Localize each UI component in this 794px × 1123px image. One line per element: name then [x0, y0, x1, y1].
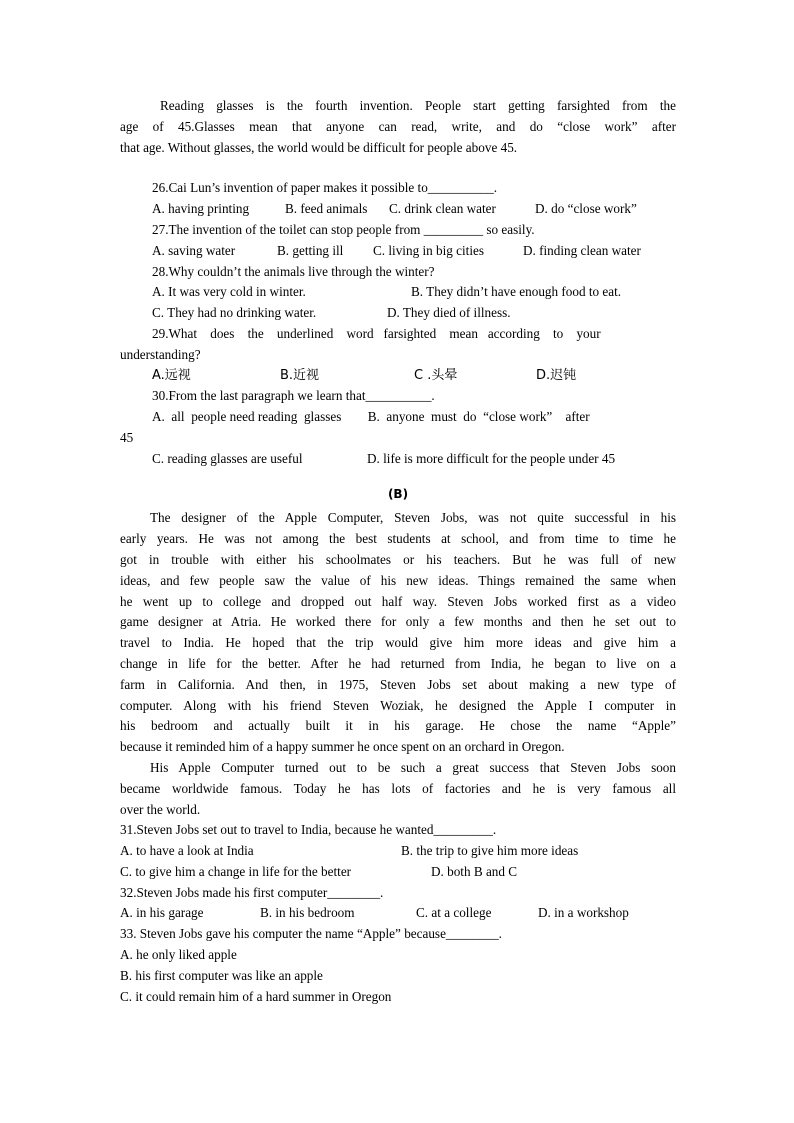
question-26-stem: 26.Cai Lun’s invention of paper makes it possible to__________.: [152, 180, 498, 196]
question-33-stem: 33. Steven Jobs gave his computer the name “Apple” because________.: [120, 926, 502, 942]
question-29-stem-wrap: understanding?: [120, 346, 201, 362]
passage-b-line: The designer of the Apple Computer, Steven Jobs, was not quite successful in his: [150, 510, 676, 526]
passage-b-line: he went up to college and dropped out half way. Steven Jobs worked first as a video: [120, 593, 676, 609]
passage-b-line: his bedroom and actually built it in his garage. He chose the name “Apple”: [120, 718, 676, 734]
option-c[interactable]: C .头晕: [414, 367, 458, 383]
question-28-options-row1: [120, 282, 676, 303]
passage-b-line: travel to India. He hoped that the trip would give him more ideas and give him a: [120, 635, 676, 651]
passage-b-line: farm in California. And then, in 1975, Steven Jobs set about making a new type of: [120, 676, 676, 692]
question-27-options: [120, 241, 676, 262]
passage-b-line: ideas, and few people saw the value of his new ideas. Things remained the same when: [120, 572, 676, 588]
option-c[interactable]: C. They had no drinking water.: [152, 305, 317, 321]
passage-b-line: His Apple Computer turned out to be such a great success that Steven Jobs soon: [150, 759, 676, 775]
passage-b-line: became worldwide famous. Today he has lots of factories and he is very famous all: [120, 780, 676, 796]
passage-b-line: early years. He was not among the best students at school, and from time to time he: [120, 531, 676, 547]
option-a[interactable]: A. he only liked apple: [120, 947, 237, 963]
exam-page: [120, 96, 676, 1007]
option-d[interactable]: D. They died of illness.: [387, 305, 511, 321]
passage-a-line: Reading glasses is the fourth invention. People start getting farsighted from the: [160, 98, 676, 113]
option-a[interactable]: A. having printing: [152, 201, 250, 217]
spacer: [120, 470, 676, 484]
option-c[interactable]: C. living in big cities: [373, 242, 484, 258]
option-d[interactable]: D. both B and C: [431, 863, 518, 879]
option-a[interactable]: A. to have a look at India: [120, 843, 254, 859]
spacer: [120, 158, 676, 178]
option-d[interactable]: D.迟钝: [536, 367, 577, 383]
question-31-options-row1: [120, 841, 676, 862]
option-d[interactable]: D. life is more difficult for the people under 45: [367, 450, 616, 466]
passage-b-line: over the world.: [120, 801, 201, 817]
question-29-stem: 29.What does the underlined word farsighted mean according to your: [152, 325, 601, 341]
question-32-stem: 32.Steven Jobs made his first computer________.: [120, 884, 384, 900]
option-b[interactable]: B. getting ill: [277, 242, 344, 258]
question-30-stem: 30.From the last paragraph we learn that__________.: [152, 388, 435, 404]
passage-b-line: change in life for the better. After he had returned from India, he began to live on a: [120, 655, 676, 671]
option-c[interactable]: C. it could remain him of a hard summer in Oregon: [120, 988, 392, 1004]
option-a[interactable]: A.远视: [152, 367, 191, 383]
question-31-options-row2: [120, 862, 676, 883]
option-b[interactable]: B. feed animals: [285, 201, 368, 217]
section-b-heading: (B): [387, 486, 409, 501]
question-30-options-row1[interactable]: A. all people need reading glasses B. anyone must do “close work” after: [152, 409, 590, 425]
passage-b-line: game designer at Atria. He worked there for only a few months and then he set out to: [120, 614, 676, 630]
option-d[interactable]: D. in a workshop: [538, 905, 629, 921]
option-a[interactable]: A. saving water: [152, 242, 236, 258]
option-b[interactable]: B. They didn’t have enough food to eat.: [411, 284, 622, 300]
passage-a-line: that age. Without glasses, the world would be difficult for people above 45.: [120, 139, 518, 155]
option-c[interactable]: C. to give him a change in life for the better: [120, 863, 352, 879]
passage-b-line: computer. Along with his friend Steven Woziak, he designed the Apple I computer in: [120, 697, 676, 713]
question-28-stem: 28.Why couldn’t the animals live through the winter?: [152, 263, 435, 279]
question-31-stem: 31.Steven Jobs set out to travel to India, because he wanted_________.: [120, 822, 497, 838]
question-29-options: [120, 366, 676, 387]
option-b[interactable]: B.近视: [280, 367, 320, 383]
question-27-stem: 27.The invention of the toilet can stop people from _________ so easily.: [152, 221, 535, 237]
question-26-options: [120, 199, 676, 220]
option-a[interactable]: A. It was very cold in winter.: [152, 284, 306, 300]
option-b[interactable]: B. in his bedroom: [260, 905, 355, 921]
passage-b-line: because it reminded him of a happy summer he once spent on an orchard in Oregon.: [120, 739, 565, 755]
option-b[interactable]: B. his first computer was like an apple: [120, 967, 323, 983]
option-d[interactable]: D. do “close work”: [535, 201, 637, 217]
question-30-options-wrap: 45: [120, 429, 134, 445]
passage-a-line: age of 45.Glasses mean that anyone can read, write, and do “close work” after: [120, 118, 676, 134]
option-c[interactable]: C. reading glasses are useful: [152, 450, 303, 466]
option-c[interactable]: C. drink clean water: [389, 201, 496, 217]
question-30-options-row2: [120, 449, 676, 470]
option-b[interactable]: B. the trip to give him more ideas: [401, 843, 579, 859]
question-32-options: [120, 903, 676, 924]
option-c[interactable]: C. at a college: [416, 905, 492, 921]
option-d[interactable]: D. finding clean water: [523, 242, 641, 258]
passage-b-line: got in trouble with either his schoolmates or his teachers. But he was full of new: [120, 551, 676, 567]
option-a[interactable]: A. in his garage: [120, 905, 204, 921]
question-28-options-row2: [120, 303, 676, 324]
